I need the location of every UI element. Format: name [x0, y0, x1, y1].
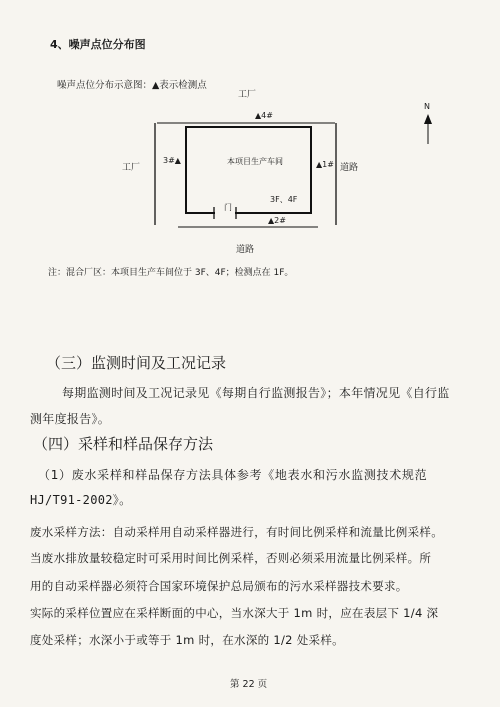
building-label: 本项目生产车间 [227, 157, 283, 166]
noise-point-diagram [0, 0, 500, 300]
point-1-marker: ▲1# [316, 160, 334, 169]
road-right-label: 道路 [340, 163, 359, 173]
north-arrow-icon [424, 114, 432, 124]
section-4-para2-line-5: 度处采样；水深小于或等于 1m 时，在水深的 1/2 处采样。 [30, 633, 344, 647]
floors-label: 3F、4F [270, 195, 298, 204]
section-4-para2-line-4: 实际的采样位置应在采样断面的中心，当水深大于 1m 时，应在表层下 1/4 深 [30, 606, 439, 620]
road-bottom-label: 道路 [236, 245, 255, 255]
section-4-para2-line-3: 用的自动采样器必须符合国家环境保护总局颁布的污水采样器技术要求。 [30, 579, 408, 593]
factory-left-label: 工厂 [122, 163, 141, 173]
north-label: N [424, 102, 430, 111]
section-4-para1-line-2: HJ/T91-2002》。 [30, 493, 132, 507]
diagram-caption: 噪声点位分布示意图：▲表示检测点 [57, 80, 207, 91]
section-4-para1-line-1: （1）废水采样和样品保存方法具体参考《地表水和污水监测技术规范 [38, 468, 428, 482]
diagram-note: 注：混合厂区：本项目生产车间位于 3F、4F；检测点在 1F。 [48, 268, 294, 278]
factory-top-label: 工厂 [238, 90, 257, 100]
section-3-title: （三）监测时间及工况记录 [46, 354, 227, 372]
gate-label: 门 [224, 203, 232, 212]
point-3-marker: 3#▲ [163, 156, 181, 165]
section-4-para2-line-1: 废水采样方法：自动采样用自动采样器进行，有时间比例采样和流量比例采样。 [30, 525, 443, 539]
point-4-marker: ▲4# [255, 111, 273, 120]
section-4-para2-line-2: 当废水排放量较稳定时可采用时间比例采样，否则必须采用流量比例采样。所 [30, 551, 432, 565]
page-number: 第 22 页 [230, 679, 268, 690]
section-3-line-2: 测年度报告》。 [30, 412, 111, 426]
point-2-marker: ▲2# [268, 216, 286, 225]
section-4-title: （四）采样和样品保存方法 [33, 435, 214, 453]
section-heading-noise-map: 4、噪声点位分布图 [50, 38, 146, 51]
section-3-line-1: 每期监测时间及工况记录见《每期自行监测报告》；本年情况见《自行监 [62, 386, 450, 400]
